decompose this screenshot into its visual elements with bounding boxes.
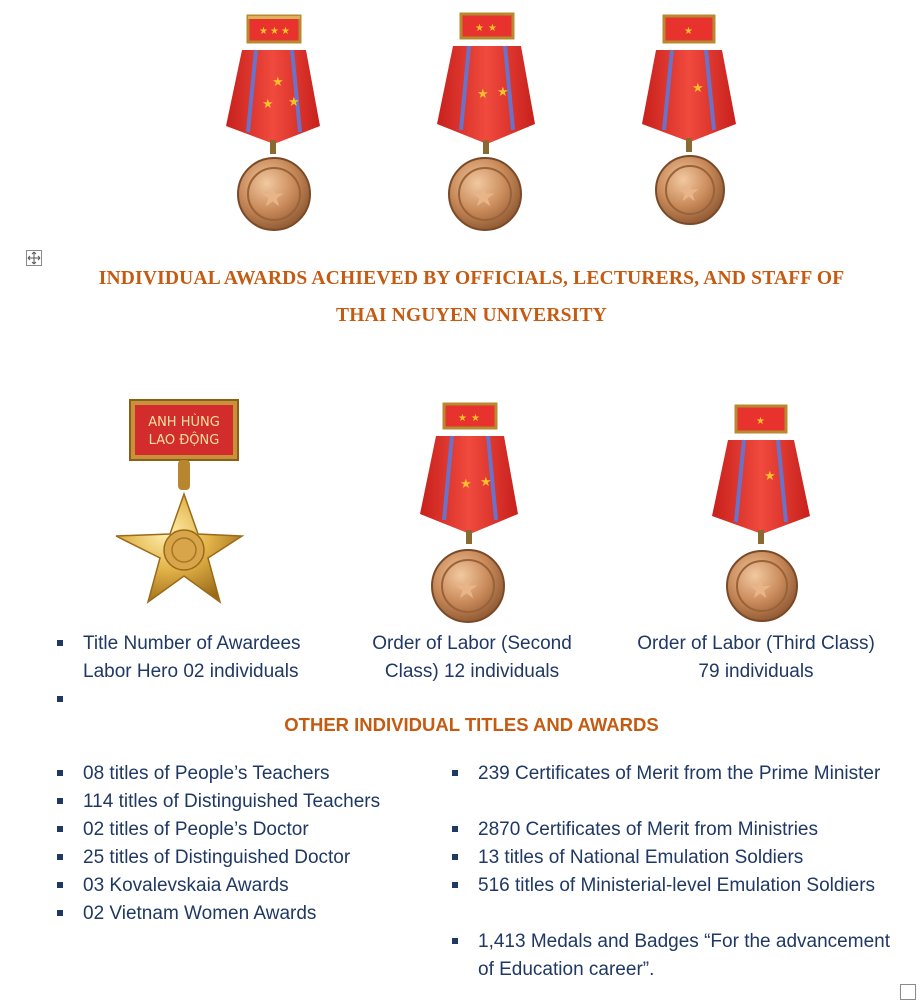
svg-text:★: ★ (270, 26, 279, 37)
svg-text:★: ★ (471, 413, 480, 424)
svg-text:★: ★ (454, 572, 480, 605)
svg-text:★: ★ (259, 26, 268, 37)
svg-text:★: ★ (262, 97, 274, 112)
bullet-icon (57, 882, 63, 888)
svg-text:★: ★ (677, 178, 701, 208)
resize-handle-icon[interactable] (900, 984, 916, 1000)
order-of-labor-second-class-medal (433, 12, 537, 234)
svg-text:★: ★ (475, 23, 484, 34)
other-awards-heading: OTHER INDIVIDUAL TITLES AND AWARDS (284, 714, 659, 735)
page-title-line-2: THAI NGUYEN UNIVERSITY (336, 305, 607, 326)
svg-text:★: ★ (480, 475, 492, 490)
list-item: 13 titles of National Emulation Soldiers (478, 847, 804, 868)
svg-text:★: ★ (748, 574, 773, 605)
third-class-caption-line-1: Order of Labor (Third Class) (637, 633, 875, 654)
table-move-handle-icon[interactable] (26, 250, 42, 266)
svg-text:★: ★ (458, 413, 467, 424)
third-class-caption-line-2: 79 individuals (698, 661, 814, 682)
labor-hero-caption-line-2: Labor Hero 02 individuals (83, 661, 299, 682)
bullet-icon (452, 938, 458, 944)
second-class-caption-line-1: Order of Labor (Second (372, 633, 572, 654)
svg-text:★: ★ (497, 85, 509, 100)
hero-plaque-line-1: ANH HÙNG (148, 415, 220, 430)
bullet-icon (57, 826, 63, 832)
list-item: 25 titles of Distinguished Doctor (83, 847, 351, 868)
list-item: 08 titles of People’s Teachers (83, 763, 330, 784)
order-of-labor-first-class-medal (222, 14, 322, 236)
svg-text:★: ★ (260, 180, 286, 213)
list-item: 2870 Certificates of Merit from Ministries (478, 819, 818, 840)
list-item: 03 Kovalevskaia Awards (83, 875, 289, 896)
empty-bullet-icon (57, 696, 63, 702)
list-item: 1,413 Medals and Badges “For the advancement of Education career”. (478, 931, 890, 980)
svg-text:★: ★ (460, 477, 472, 492)
bullet-icon (452, 770, 458, 776)
hero-plaque-line-2: LAO ĐỘNG (148, 433, 220, 448)
bullet-icon (452, 882, 458, 888)
list-item: 114 titles of Distinguished Teachers (83, 791, 381, 812)
labor-hero-caption-line-1: Title Number of Awardees (83, 633, 301, 654)
svg-text:★: ★ (764, 469, 776, 484)
bullet-icon (57, 854, 63, 860)
bullet-icon (57, 910, 63, 916)
svg-text:★: ★ (488, 23, 497, 34)
list-item: 02 Vietnam Women Awards (83, 903, 317, 924)
bullet-icon (57, 798, 63, 804)
bullet-icon (57, 770, 63, 776)
order-of-labor-third-class-medal-row2 (710, 404, 814, 628)
svg-text:★: ★ (281, 26, 290, 37)
bullet-icon (452, 826, 458, 832)
svg-text:★: ★ (288, 95, 300, 110)
svg-text:★: ★ (756, 416, 765, 427)
second-class-caption-line-2: Class) 12 individuals (384, 661, 560, 682)
order-of-labor-second-class-medal-row2 (418, 402, 522, 628)
svg-text:★: ★ (272, 75, 284, 90)
svg-text:★: ★ (684, 26, 693, 37)
page-title-line-1: INDIVIDUAL AWARDS ACHIEVED BY OFFICIALS, LECTURERS, AND STAFF OF (98, 268, 845, 289)
bullet-icon (57, 640, 63, 646)
svg-text:★: ★ (477, 87, 489, 102)
list-item: 02 titles of People’s Doctor (83, 819, 309, 840)
list-item: 516 titles of Ministerial-level Emulation Soldiers (478, 875, 876, 896)
svg-text:★: ★ (471, 180, 497, 213)
svg-text:★: ★ (692, 81, 704, 96)
bullet-icon (452, 854, 458, 860)
labor-hero-star-medal (112, 398, 258, 628)
list-item: 239 Certificates of Merit from the Prime Minister (478, 763, 881, 784)
order-of-labor-third-class-medal (640, 14, 740, 228)
